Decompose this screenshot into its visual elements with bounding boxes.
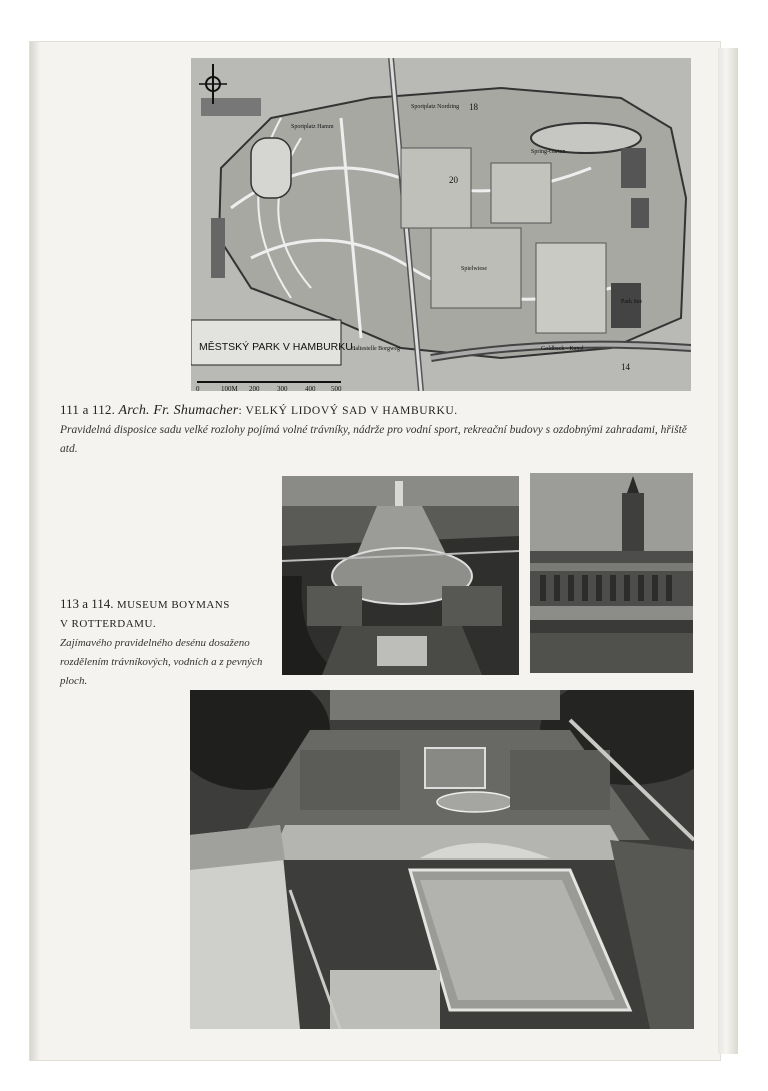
hamburg-park-map — [191, 58, 691, 391]
page-edge — [718, 48, 738, 1054]
tower-drawing — [530, 473, 693, 673]
caption-1-description: Pravidelná disposice sadu velké rozlohy pojímá volné trávníky, nádrže pro vodní sport, rekreační budovy s ozdobnými zahradami, hřiště atd. — [60, 424, 687, 455]
map-number-20: 20 — [449, 175, 458, 185]
map-label-spring-garten: Spring-Garten — [531, 149, 566, 155]
museum-aerial-photo — [282, 476, 519, 675]
caption-2-title — [60, 594, 275, 634]
map-scale-300: 300 — [277, 385, 288, 391]
map-label-park-see: Park See — [621, 299, 643, 305]
map-scale-400: 400 — [305, 385, 316, 391]
caption-2-description: Zajímavého pravidelného desénu dosaženo rozdělením trávníkových, vodních a z pevných ploch. — [60, 637, 263, 687]
map-number-14: 14 — [621, 362, 630, 372]
map-label-sportplatz-nordring: Sportplatz Nordring — [411, 104, 460, 110]
caption-2-heading-line2: V ROTTERDAMU. — [60, 618, 157, 630]
map-number-18: 18 — [469, 102, 478, 112]
map-label-sportplatz-hamm: Sportplatz Hamm — [291, 124, 334, 130]
caption-2-heading-line1: MUSEUM BOYMANS — [113, 599, 230, 611]
aerial-drawing — [282, 476, 519, 675]
map-label-haltestelle: Haltestelle Borgweg — [351, 346, 401, 352]
garden-drawing — [190, 690, 694, 1029]
map-title: MĚSTSKÝ PARK V HAMBURKU. — [199, 341, 356, 353]
caption-1-title — [60, 402, 458, 419]
map-label-kanal: Goldbeck - Kanal — [541, 346, 584, 352]
caption-2-number: 113 a 114. — [60, 596, 114, 611]
map-label-spielwiese: Spielwiese — [461, 266, 487, 272]
museum-tower-photo — [530, 473, 693, 673]
caption-1-heading: : VELKÝ LIDOVÝ SAD V HAMBURKU. — [238, 405, 458, 417]
map-scale-0: 0 — [196, 385, 200, 391]
museum-garden-photo — [190, 690, 694, 1029]
map-scale-200: 200 — [249, 385, 260, 391]
map-scale-500: 500 — [331, 385, 342, 391]
map-drawing — [191, 58, 691, 391]
caption-1-number: 111 a 112. — [60, 402, 116, 417]
map-scale-100: 100M — [221, 385, 238, 391]
page-gutter — [30, 42, 40, 1060]
caption-1-author: Arch. Fr. Shumacher — [118, 403, 239, 418]
